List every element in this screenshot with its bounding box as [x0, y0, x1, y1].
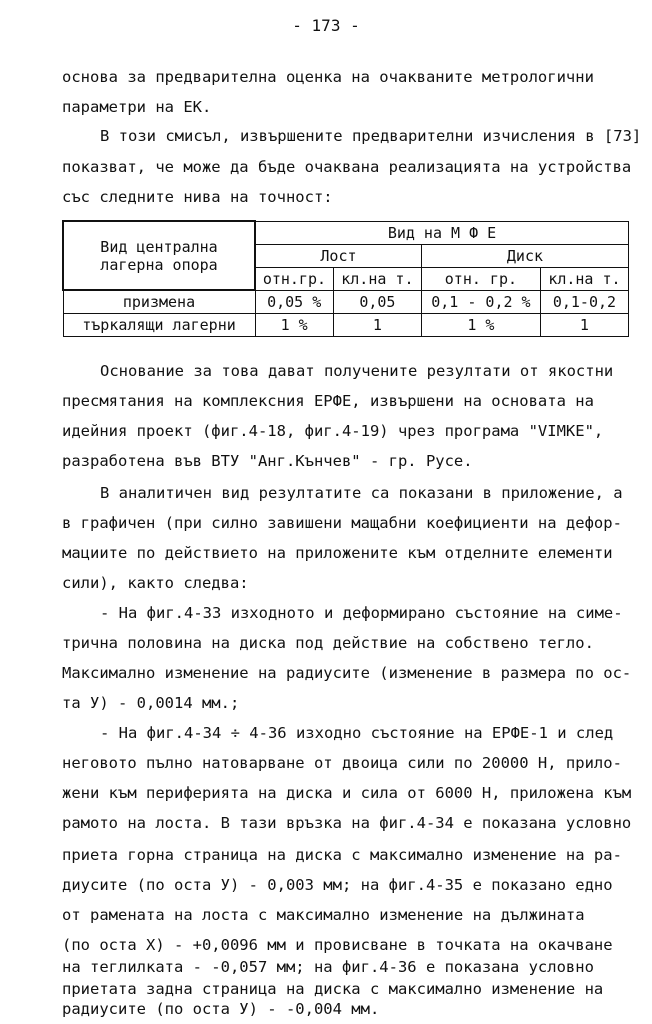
- lost-header: Лост: [255, 244, 421, 267]
- text-line: пресмятания на комплексния ЕРФЕ, извършени на основата на: [62, 392, 594, 410]
- subheader-accuracy-class: кл.на т.: [333, 267, 421, 290]
- disk-header: Диск: [421, 244, 628, 267]
- text-line: на теглилката - -0,057 мм; на фиг.4-36 е показана условно: [62, 958, 594, 976]
- cell-value: 0,1 - 0,2 %: [421, 290, 540, 314]
- text-line: от рамената на лоста с максимално изменение на дължината: [62, 906, 585, 924]
- text-line: трична половина на диска под действие на собствено тегло.: [62, 634, 594, 652]
- mfe-header: Вид на М Ф Е: [255, 221, 629, 244]
- table-row: [63, 314, 629, 337]
- cell-value: 1 %: [421, 314, 540, 337]
- text-line: жени към периферията на диска и сила от 6000 Н, приложена към: [62, 784, 632, 802]
- text-line: диусите (по оста У) - 0,003 мм; на фиг.4-35 е показано едно: [62, 876, 613, 894]
- support-header-line: Вид централна: [100, 237, 218, 256]
- row-name: търкалящи лагерни: [63, 314, 255, 337]
- text-line: параметри на ЕК.: [62, 98, 212, 116]
- text-line: със следните нива на точност:: [62, 188, 333, 206]
- text-line: - На фиг.4-34 ÷ 4-36 изходно състояние на ЕРФЕ-1 и след: [100, 724, 614, 742]
- text-line: та У) - 0,0014 мм.;: [62, 694, 240, 712]
- text-line: сили), както следва:: [62, 574, 249, 592]
- cell-value: 0,1-0,2: [540, 290, 628, 314]
- text-line: основа за предварителна оценка на очакваните метрологични: [62, 68, 594, 86]
- text-line: неговото пълно натоварване от двоица сили по 20000 Н, прило-: [62, 754, 622, 772]
- cell-value: 0,05 %: [255, 290, 333, 314]
- cell-value: 1 %: [255, 314, 333, 337]
- support-header-line: лагерна опора: [100, 255, 218, 274]
- page-number: - 173 -: [292, 16, 360, 35]
- text-line: показват, че може да бъде очаквана реализацията на устройства: [62, 158, 632, 176]
- text-line: приетата задна страница на диска с максимално изменение на: [62, 980, 604, 998]
- subheader-rel-error: отн.гр.: [255, 267, 333, 290]
- text-line: - На фиг.4-33 изходното и деформирано състояние на симе-: [100, 604, 623, 622]
- text-line: (по оста Х) - +0,0096 мм и провисване в точката на окачване: [62, 936, 613, 954]
- table-row: [63, 290, 629, 314]
- text-line: идейния проект (фиг.4-18, фиг.4-19) чрез програма "VIMKE",: [62, 422, 604, 440]
- text-line: мациите по действието на приложените към отделните елементи: [62, 544, 613, 562]
- text-line: в графичен (при силно завишени мащабни коефициенти на дефор-: [62, 514, 622, 532]
- text-line: радиусите (по оста У) - -0,004 мм.: [62, 1000, 380, 1018]
- text-line: рамото на лоста. В тази връзка на фиг.4-34 е показана условно: [62, 814, 632, 832]
- text-line: В този смисъл, извършените предварителни изчисления в [73]: [100, 127, 642, 145]
- text-line: разработена във ВТУ "Анг.Кънчев" - гр. Русе.: [62, 452, 473, 470]
- cell-value: 1: [540, 314, 628, 337]
- accuracy-table: [62, 220, 629, 337]
- text-line: Основание за това дават получените резултати от якостни: [100, 362, 614, 380]
- text-line: В аналитичен вид резултатите са показани в приложение, а: [100, 484, 623, 502]
- cell-value: 0,05: [333, 290, 421, 314]
- text-line: Максимално изменение на радиусите (изменение в размера по ос-: [62, 664, 632, 682]
- text-line: приета горна страница на диска с максимално изменение на ра-: [62, 846, 622, 864]
- row-name: призмена: [63, 290, 255, 314]
- subheader-rel-error: отн. гр.: [421, 267, 540, 290]
- cell-value: 1: [333, 314, 421, 337]
- subheader-accuracy-class: кл.на т.: [540, 267, 628, 290]
- support-type-header: [63, 221, 255, 290]
